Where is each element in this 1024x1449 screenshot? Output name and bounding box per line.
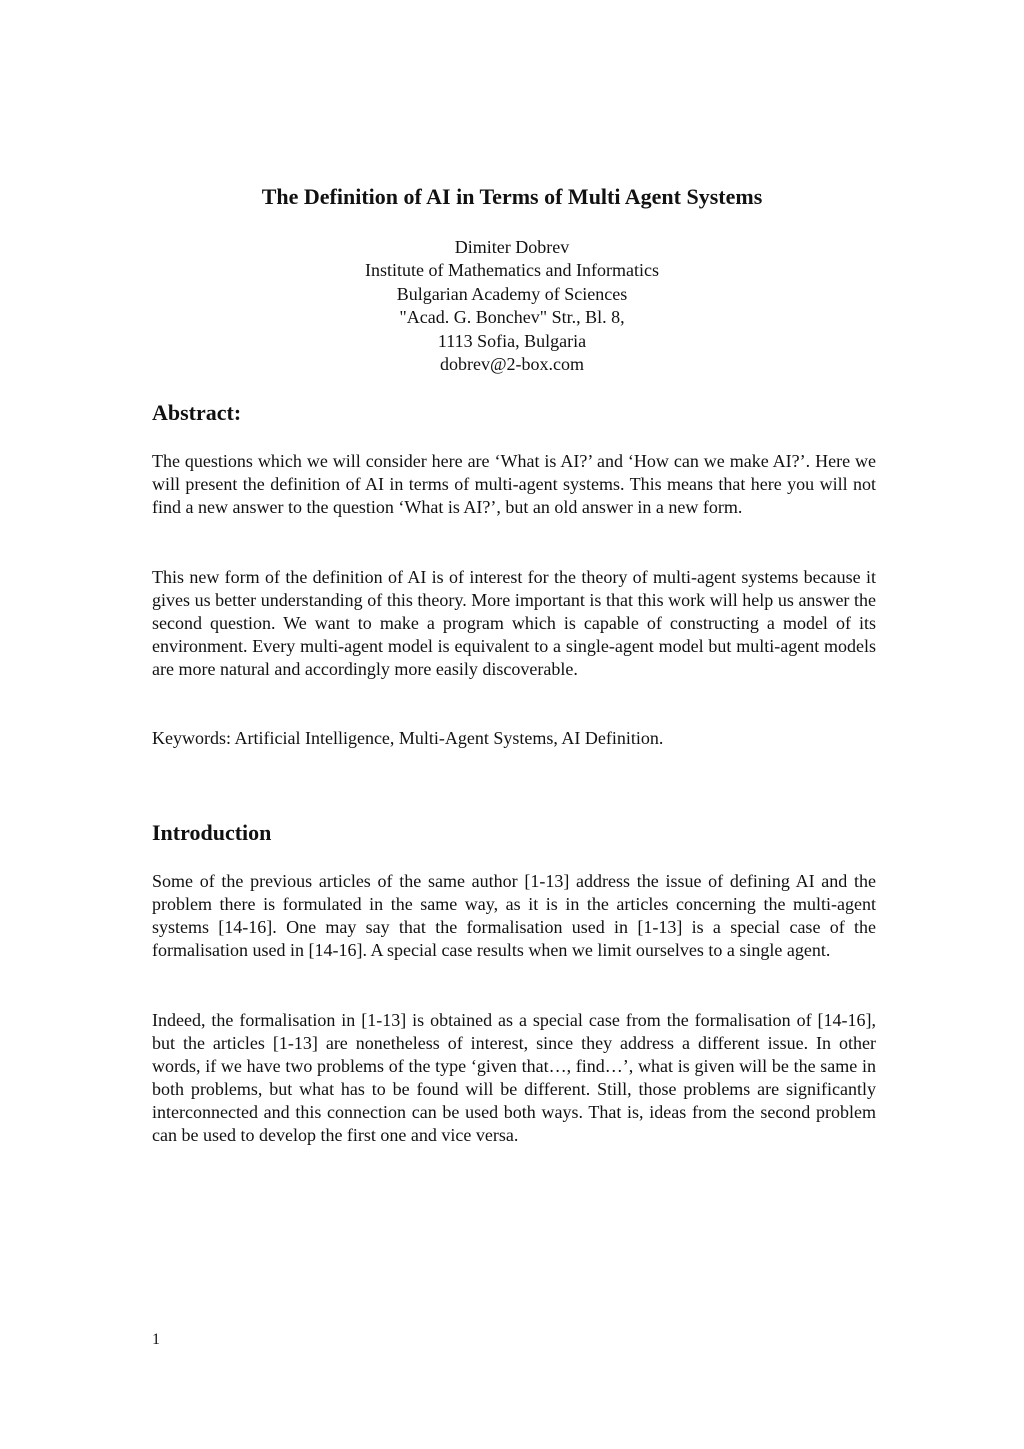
author-address-street: "Acad. G. Bonchev" Str., Bl. 8, <box>399 307 625 328</box>
abstract-paragraph-2: This new form of the definition of AI is of interest for the theory of multi-agent systems because it gives us better understanding of this theory. More important is that this work will help us answer the second question. We want to make a program which is capable of constructing a model of its environment. Every multi-agent model is equivalent to a single-agent model but multi-agent models are more natural and accordingly more easily discoverable. <box>152 567 876 679</box>
paper-title: The Definition of AI in Terms of Multi Agent Systems <box>261 184 763 209</box>
author-affiliation-institute: Institute of Mathematics and Informatics <box>365 260 659 281</box>
introduction-paragraph-1: Some of the previous articles of the same author [1-13] address the issue of defining AI and the problem there is formulated in the same way, as it is in the articles concerning the multi-agent systems [14-16]. One may say that the formalisation used in [1-13] is a special case of the formalisation used in [14-16]. A special case results when we limit ourselves to a single agent. <box>152 871 876 960</box>
author-email: dobrev@2-box.com <box>439 354 585 375</box>
author-block <box>0 236 1024 376</box>
abstract-paragraph-1: The questions which we will consider here are ‘What is AI?’ and ‘How can we make AI?’. Here we will present the definition of AI in terms of multi-agent systems. This means that here you will not find a new answer to the question ‘What is AI?’, but an old answer in a new form. <box>152 451 876 517</box>
page-number: 1 <box>152 1331 160 1348</box>
abstract-heading: Abstract: <box>152 400 242 425</box>
author-affiliation-academy: Bulgarian Academy of Sciences <box>396 283 628 304</box>
introduction-paragraph-2: Indeed, the formalisation in [1-13] is obtained as a special case from the formalisation of [14-16], but the articles [1-13] are nonetheless of interest, since they address a different issue. In other words, if we have two problems of the type ‘given that…, find…’, what is given will be the same in both problems, but what has to be found will be different. Still, those problems are significantly interconnected and this connection can be used both ways. That is, ideas from the second problem can be used to develop the first one and vice versa. <box>152 1010 876 1145</box>
author-address-city: 1113 Sofia, Bulgaria <box>437 330 587 351</box>
author-name: Dimiter Dobrev <box>454 237 570 257</box>
keywords-line: Keywords: Artificial Intelligence, Multi-Agent Systems, AI Definition. <box>152 728 664 748</box>
introduction-heading: Introduction <box>152 820 272 845</box>
